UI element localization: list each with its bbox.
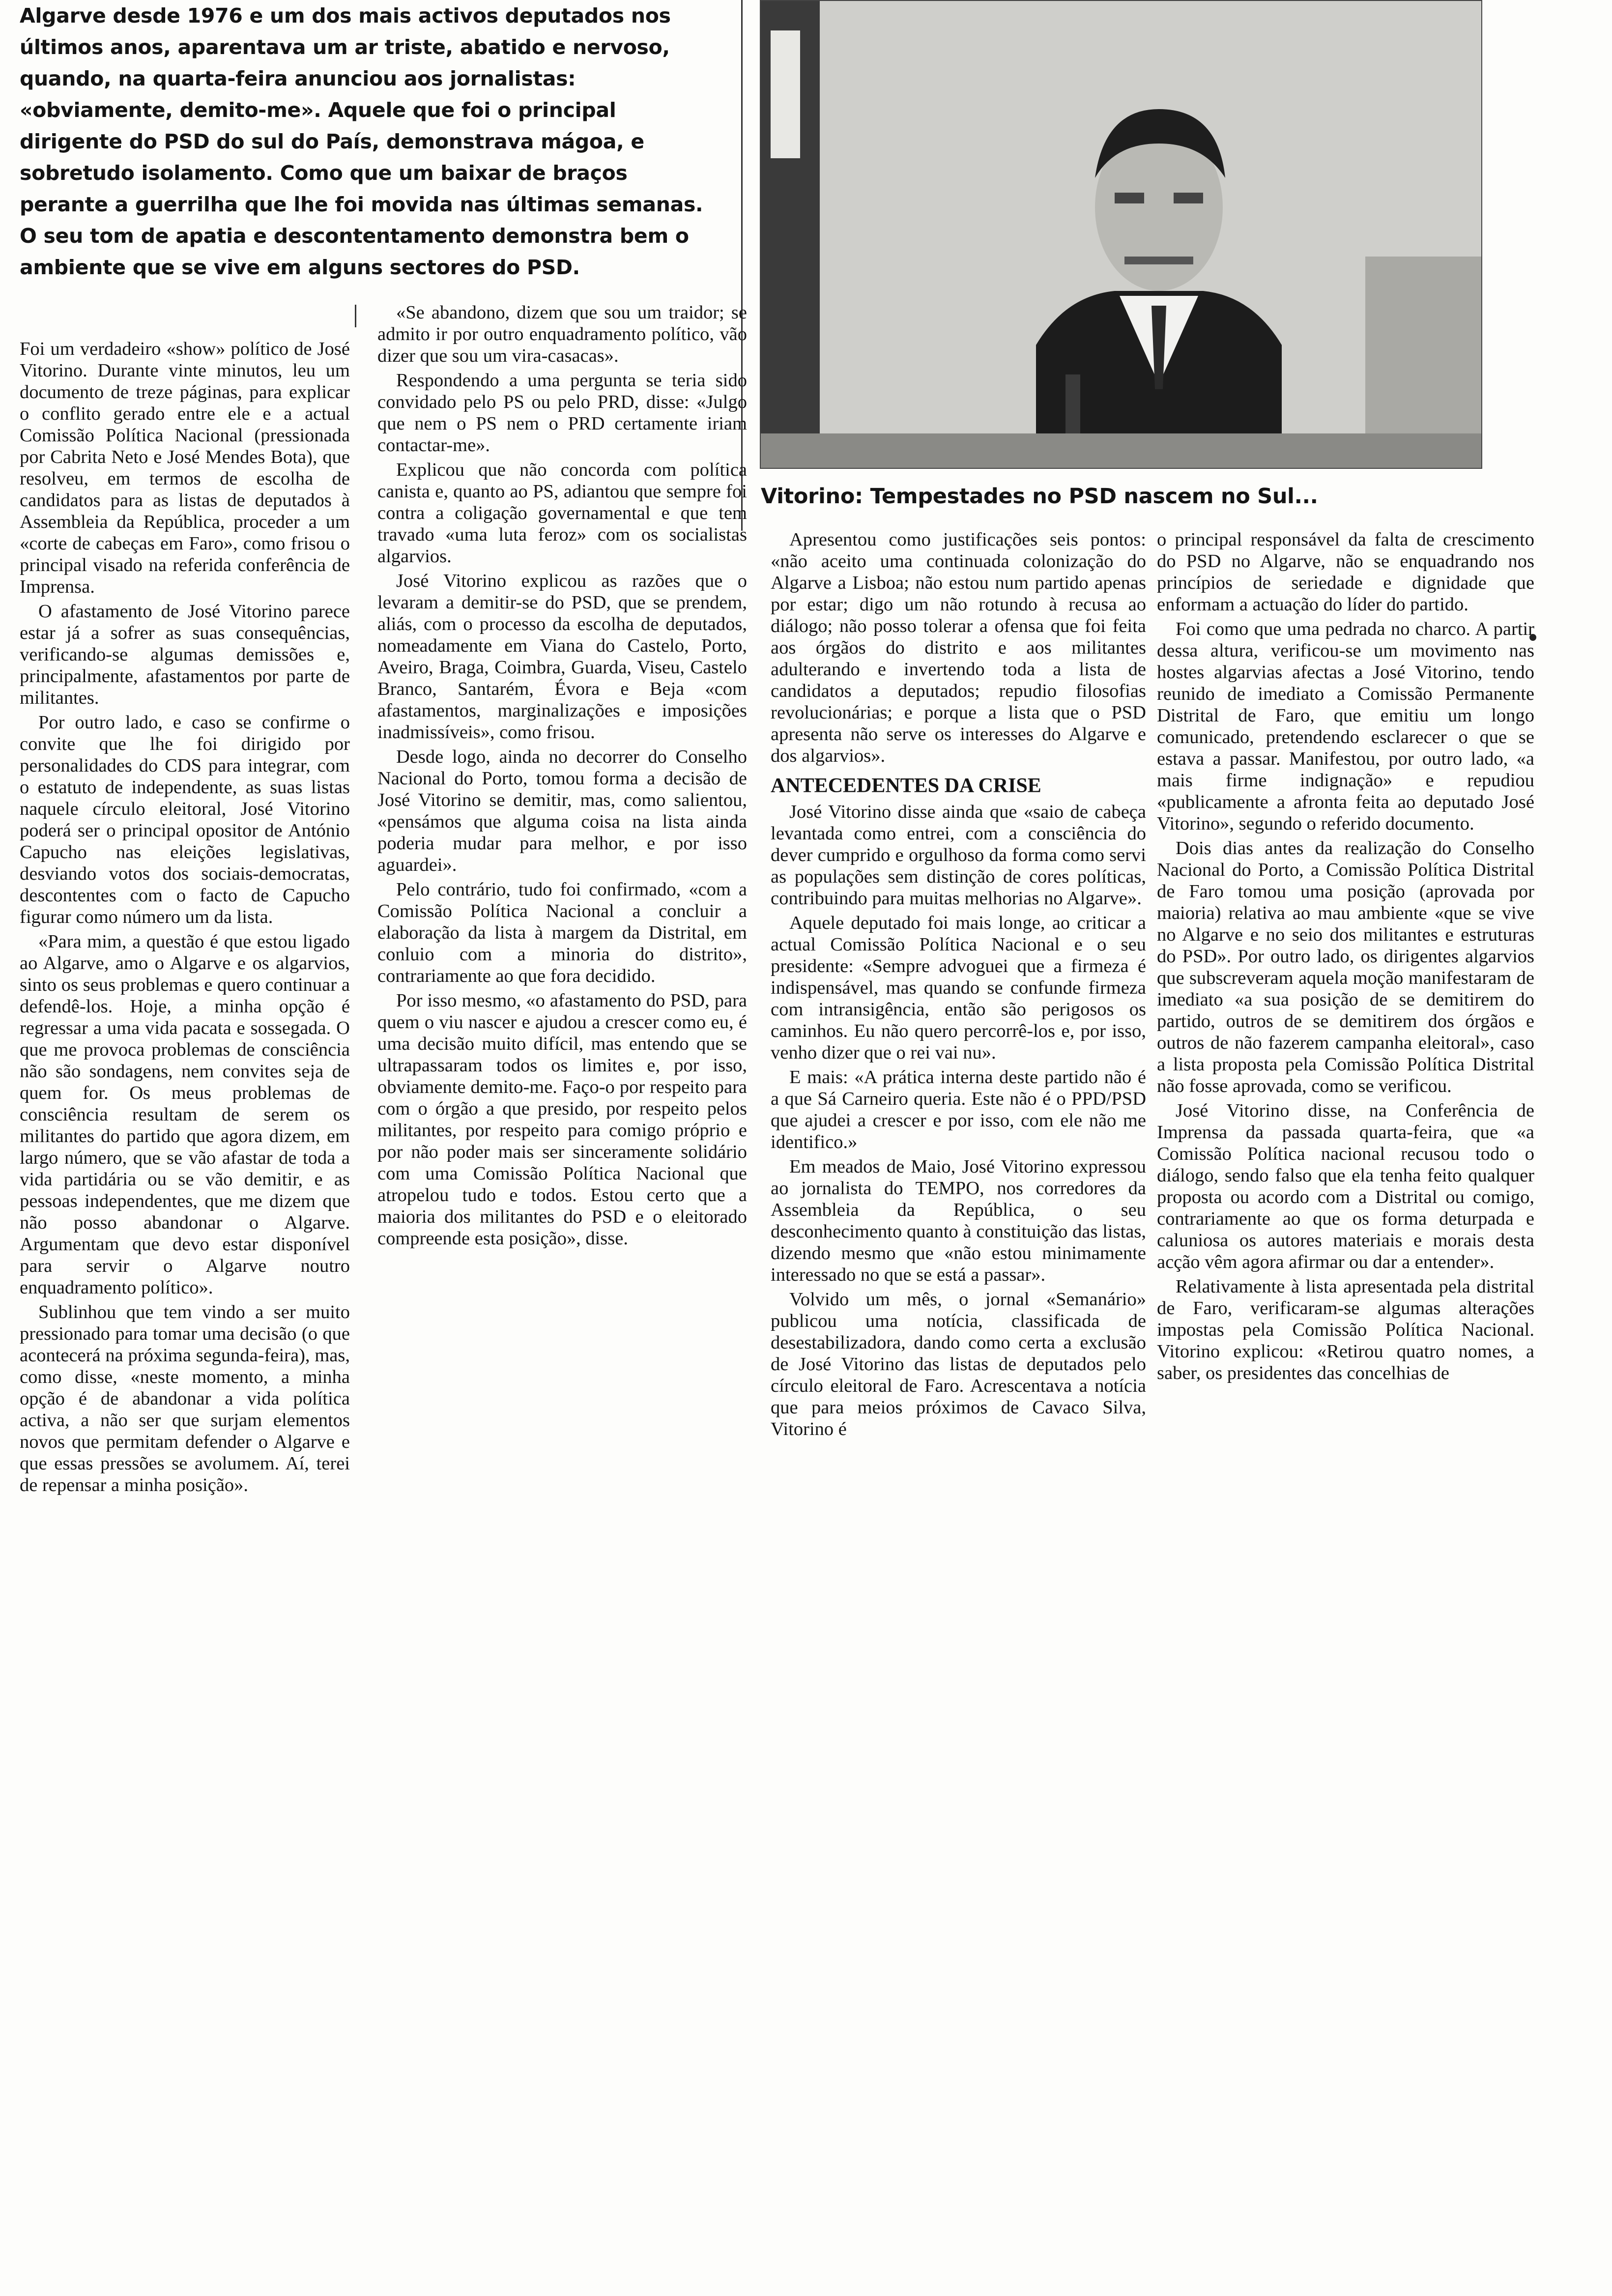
photo-caption: Vitorino: Tempestades no PSD nascem no Sul... bbox=[761, 484, 1318, 509]
paragraph: Apresentou como justificações seis pontos: «não aceito uma continuada colonização do Algarve a Lisboa; não estou num partido apenas por estar; digo um não rotundo à recusa ao diálogo; não posso tolerar a ofensa que foi feita aos órgãos do distrito e aos militantes adulterando e invertendo toda a lista de candidatos a deputados; repudio filosofias revolucionárias; e porque a lista que o PSD apresenta não serve os interesses do Algarve e dos algarvios». bbox=[771, 529, 1146, 766]
article-column-4 bbox=[1157, 529, 1534, 1387]
paragraph: Respondendo a uma pergunta se teria sido convidado pelo PS ou pelo PRD, disse: «Julgo que nem o PS nem o PRD certamente iriam contactar-me». bbox=[377, 370, 747, 456]
paragraph: Explicou que não concorda com política canista e, quanto ao PS, adiantou que sempre foi contra a coligação governamental e que tem travado «uma luta feroz» com os socialistas algarvios. bbox=[377, 459, 747, 567]
paragraph: Foi como que uma pedrada no charco. A partir dessa altura, verificou-se um movimento nas hostes algarvias afectas a José Vitorino, tendo reunido de imediato a Comissão Permanente Distrital de Faro, que emitiu um longo comunicado, pretendendo esclarecer o que se estava a passar. Manifestou, por outro lado, «a mais firme indignação» e repudiou «publicamente a afronta feita ao deputado José Vitorino», segundo o referido documento. bbox=[1157, 619, 1534, 834]
news-photo bbox=[760, 0, 1482, 469]
article-column-1 bbox=[20, 338, 350, 1499]
paragraph: Aquele deputado foi mais longe, ao criticar a actual Comissão Política Nacional e o seu presidente: «Sempre advoguei que a firmeza é indispensável, mas quando se confunde firmeza com intransigência, então são perigosos os caminhos. Eu não quero percorrê-los e, por isso, venho dizer que o rei vai nu». bbox=[771, 913, 1146, 1063]
paragraph: Foi um verdadeiro «show» político de José Vitorino. Durante vinte minutos, leu um documento de treze páginas, para explicar o conflito gerado entre ele e a actual Comissão Política Nacional (pressionada por Cabrita Neto e José Mendes Bota), que resolveu, em termos de escolha de candidatos para as listas de deputados à Assembleia da República, proceder a um «corte de cabeças em Faro», como frisou o principal visado na referida conferência de Imprensa. bbox=[20, 339, 350, 597]
photo-eye-right bbox=[1174, 193, 1203, 203]
paragraph: «Se abandono, dizem que sou um traidor; se admito ir por outro enquadramento político, vão dizer que sou um vira-casacas». bbox=[377, 302, 747, 366]
photo-image bbox=[761, 1, 1481, 468]
paragraph: Por isso mesmo, «o afastamento do PSD, para quem o viu nascer e ajudou a crescer como eu, é uma decisão muito difícil, mas entendo que se ultrapassaram todos os limites e, por isso, obviamente demito-me. Faço-o por respeito para com o órgão a que presido, por respeito pelos militantes, por respeito para comigo próprio e por não poder mais ser sinceramente solidário com uma Comissão Política Nacional que atropelou tudo e todos. Estou certo que a maioria dos militantes do PSD e o eleitorado compreende esta posição», disse. bbox=[377, 990, 747, 1249]
paragraph: Desde logo, ainda no decorrer do Conselho Nacional do Porto, tomou forma a decisão de José Vitorino se demitir, mas, como salientou, «pensámos que alguma coisa na lista ainda poderia mudar para melhor, e por isso aguardei». bbox=[377, 746, 747, 875]
paragraph: José Vitorino explicou as razões que o levaram a demitir-se do PSD, que se prendem, aliás, com o processo da escolha de deputados, nomeadamente em Viana do Castelo, Porto, Aveiro, Braga, Coimbra, Guarda, Viseu, Castelo Branco, Santarém, Évora e Beja «com afastamentos, marginalizações e imposições inadmissíveis», como frisou. bbox=[377, 571, 747, 743]
paragraph: Volvido um mês, o jornal «Semanário» publicou uma notícia, classificada de desestabilizadora, dando como certa a exclusão de José Vitorino das listas de deputados pelo círculo eleitoral de Faro. Acrescentava a notícia que para meios próximos de Cavaco Silva, Vitorino é bbox=[771, 1289, 1146, 1439]
paragraph: José Vitorino disse, na Conferência de Imprensa da passada quarta-feira, que «a Comissão Política nacional recusou todo o diálogo, sendo falso que ela tenha feito qualquer proposta ou acordo com a Distrital ou comigo, contrariamente ao que os forma deturpada e caluniosa os autores materiais e morais desta acção vêm agora afirmar ou dar a entender». bbox=[1157, 1100, 1534, 1272]
photo-mouth bbox=[1124, 257, 1193, 264]
lead-paragraph: Algarve desde 1976 e um dos mais activos deputados nos últimos anos, aparentava um ar triste, abatido e nervoso, quando, na quarta-feira anunciou aos jornalistas: «obviamente, demito-me». Aquele que foi o principal dirigente do PSD do sul do País, demonstrava mágoa, e sobretudo isolamento. Como que um baixar de braços perante a guerrilha que lhe foi movida nas últimas semanas. O seu tom de apatia e descontentamento demonstra bem o ambiente que se vive em alguns sectores do PSD. bbox=[20, 4, 703, 279]
paragraph: «Para mim, a questão é que estou ligado ao Algarve, amo o Algarve e os algarvios, sinto os seus problemas e quero continuar a defendê-los. Hoje, a minha opção é regressar a uma vida pacata e sossegada. O que me provoca problemas de consciência não são sondagens, nem convites seja de quem for. Os meus problemas de consciência resultam de serem os militantes do partido que agora dizem, em largo número, que se vão afastar de toda a vida partidária ou se vão demitir, e as pessoas independentes, que me dizem que não posso abandonar o Algarve. Argumentam que devo estar disponível para servir o Algarve noutro enquadramento político». bbox=[20, 931, 350, 1298]
article-column-3 bbox=[771, 529, 1146, 1443]
paragraph: Pelo contrário, tudo foi confirmado, «com a Comissão Política Nacional a concluir a elaboração da lista à margem da Distrital, em conluio com a minoria do distrito», contrariamente ao que fora decidido. bbox=[377, 879, 747, 986]
paragraph: E mais: «A prática interna deste partido não é a que Sá Carneiro queria. Este não é o PPD/PSD que ajudei a crescer e por isso, com ele não me identifico.» bbox=[771, 1067, 1146, 1152]
photo-eye-left bbox=[1115, 193, 1144, 203]
paragraph: Sublinhou que tem vindo a ser muito pressionado para tomar uma decisão (o que acontecerá na próxima segunda-feira), mas, como disse, «neste momento, a minha opção é de abandonar a vida política activa, a não ser que surjam elementos novos que permitam defender o Algarve e que essas pressões se avolumem. Aí, terei de repensar a minha posição». bbox=[20, 1302, 350, 1495]
paragraph: José Vitorino disse ainda que «saio de cabeça levantada como entrei, com a consciência do dever cumprido e orgulhoso da forma como servi as populações sem distinção de cores políticas, contribuindo para muitas melhorias no Algarve». bbox=[771, 802, 1146, 909]
section-heading: ANTECEDENTES DA CRISE bbox=[771, 775, 1041, 797]
photo-bottom-strip bbox=[761, 433, 1481, 468]
photo-sign bbox=[771, 30, 800, 158]
article-column-2 bbox=[377, 302, 747, 1252]
paragraph: Dois dias antes da realização do Conselho Nacional do Porto, a Comissão Política Distrital de Faro tomou uma posição (aprovada por maioria) relativa ao mau ambiente «que se vive no Algarve e no seio dos militantes e estruturas do PSD». Por outro lado, os dirigentes algarvios que subscreveram aquela moção manifestaram de imediato «a sua posição de se demitirem do partido, outros de se demitirem dos órgãos e outros de não fazerem campanha eleitoral», caso a lista proposta pela Comissão Política Distrital não fosse aprovada, como se verificou. bbox=[1157, 838, 1534, 1096]
paragraph: O afastamento de José Vitorino parece estar já a sofrer as suas consequências, verificando-se algumas demissões e, principalmente, afastamentos por parte de militantes. bbox=[20, 601, 350, 708]
paragraph: Por outro lado, e caso se confirme o convite que lhe foi dirigido por personalidades do CDS para integrar, com o estatuto de independente, as suas listas naquele círculo eleitoral, José Vitorino poderá ser o principal opositor de António Capucho nas eleições legislativas, desviando votos dos sociais-democratas, descontentes com o facto de Capucho figurar como número um da lista. bbox=[20, 712, 350, 927]
column-divider bbox=[355, 305, 356, 327]
paragraph: o principal responsável da falta de crescimento do PSD no Algarve, não se enquadrando nos princípios de seriedade e dignidade que enformam a actuação do líder do partido. bbox=[1157, 529, 1534, 615]
paragraph: Relativamente à lista apresentada pela distrital de Faro, verificaram-se algumas alterações impostas pela Comissão Política Nacional. Vitorino explicou: «Retirou quatro nomes, a saber, os presidentes das concelhias de bbox=[1157, 1276, 1534, 1383]
paragraph: Em meados de Maio, José Vitorino expressou ao jornalista do TEMPO, nos corredores da Assembleia da República, o seu desconhecimento quanto à constituição das listas, dizendo mesmo que «não estou minimamente interessado no que se está a passar». bbox=[771, 1156, 1146, 1285]
